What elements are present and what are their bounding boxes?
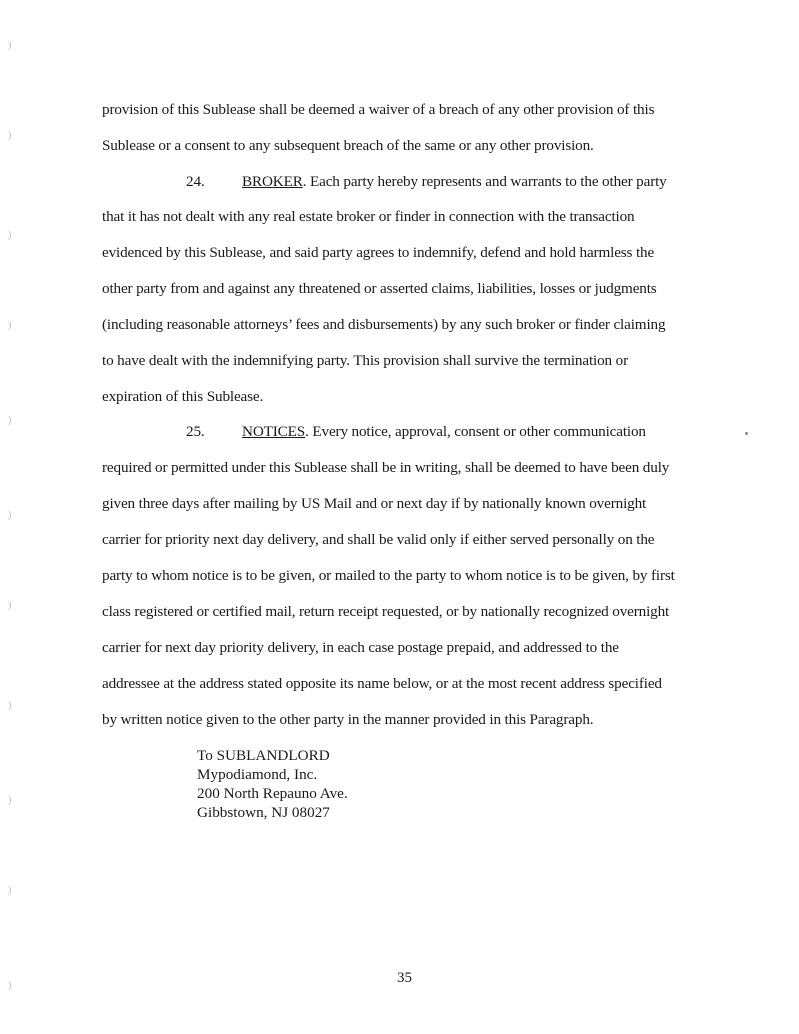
section-heading: NOTICES — [242, 423, 306, 440]
address-line: Gibbstown, NJ 08027 — [197, 804, 330, 821]
address-block — [197, 746, 348, 822]
text-line: (including reasonable attorneys’ fees and disbursements) by any such broker or finder claiming — [102, 316, 666, 333]
section-number: 25. — [186, 423, 205, 440]
binding-hole-mark: ) — [8, 600, 12, 611]
binding-hole-mark: ) — [8, 795, 12, 806]
text-line: by written notice given to the other party in the manner provided in this Paragraph. — [102, 711, 594, 728]
text-line: party to whom notice is to be given, or mailed to the party to whom notice is to be given, by first — [102, 567, 675, 584]
text-line: Sublease or a consent to any subsequent breach of the same or any other provision. — [102, 137, 594, 154]
section-text: . Each party hereby represents and warrants to the other party — [302, 173, 667, 190]
text-line: provision of this Sublease shall be deemed a waiver of a breach of any other provision of this — [102, 101, 655, 118]
binding-hole-mark: ) — [8, 980, 12, 991]
text-line: that it has not dealt with any real estate broker or finder in connection with the transaction — [102, 208, 635, 225]
text-line: expiration of this Sublease. — [102, 388, 264, 405]
binding-hole-mark: ) — [8, 415, 12, 426]
section-heading: BROKER — [242, 173, 303, 190]
binding-hole-mark: ) — [8, 700, 12, 711]
text-line: carrier for next day priority delivery, in each case postage prepaid, and addressed to the — [102, 639, 619, 656]
section-number: 24. — [186, 173, 205, 190]
text-line: to have dealt with the indemnifying party. This provision shall survive the termination or — [102, 352, 628, 369]
text-line: addressee at the address stated opposite its name below, or at the most recent address specified — [102, 675, 662, 692]
binding-hole-mark: ) — [8, 320, 12, 331]
text-line: class registered or certified mail, return receipt requested, or by nationally recognized overnight — [102, 603, 670, 620]
section-24-heading-line — [186, 173, 667, 191]
address-line: To SUBLANDLORD — [197, 747, 330, 764]
address-line: Mypodiamond, Inc. — [197, 766, 318, 783]
scan-speck — [745, 432, 748, 435]
binding-hole-mark: ) — [8, 230, 12, 241]
binding-hole-mark: ) — [8, 40, 12, 51]
address-line: 200 North Repauno Ave. — [197, 785, 348, 802]
binding-hole-mark: ) — [8, 130, 12, 141]
section-25-heading-line — [186, 423, 646, 441]
text-line: other party from and against any threatened or asserted claims, liabilities, losses or judgments — [102, 280, 657, 297]
binding-hole-mark: ) — [8, 885, 12, 896]
text-line: carrier for priority next day delivery, and shall be valid only if either served personally on the — [102, 531, 655, 548]
page-number: 35 — [397, 970, 412, 986]
binding-hole-mark: ) — [8, 510, 12, 521]
text-line: given three days after mailing by US Mail and or next day if by nationally known overnight — [102, 495, 647, 512]
text-line: required or permitted under this Sublease shall be in writing, shall be deemed to have been duly — [102, 459, 670, 476]
text-line: evidenced by this Sublease, and said party agrees to indemnify, defend and hold harmless the — [102, 244, 655, 261]
section-text: . Every notice, approval, consent or other communication — [305, 423, 646, 440]
